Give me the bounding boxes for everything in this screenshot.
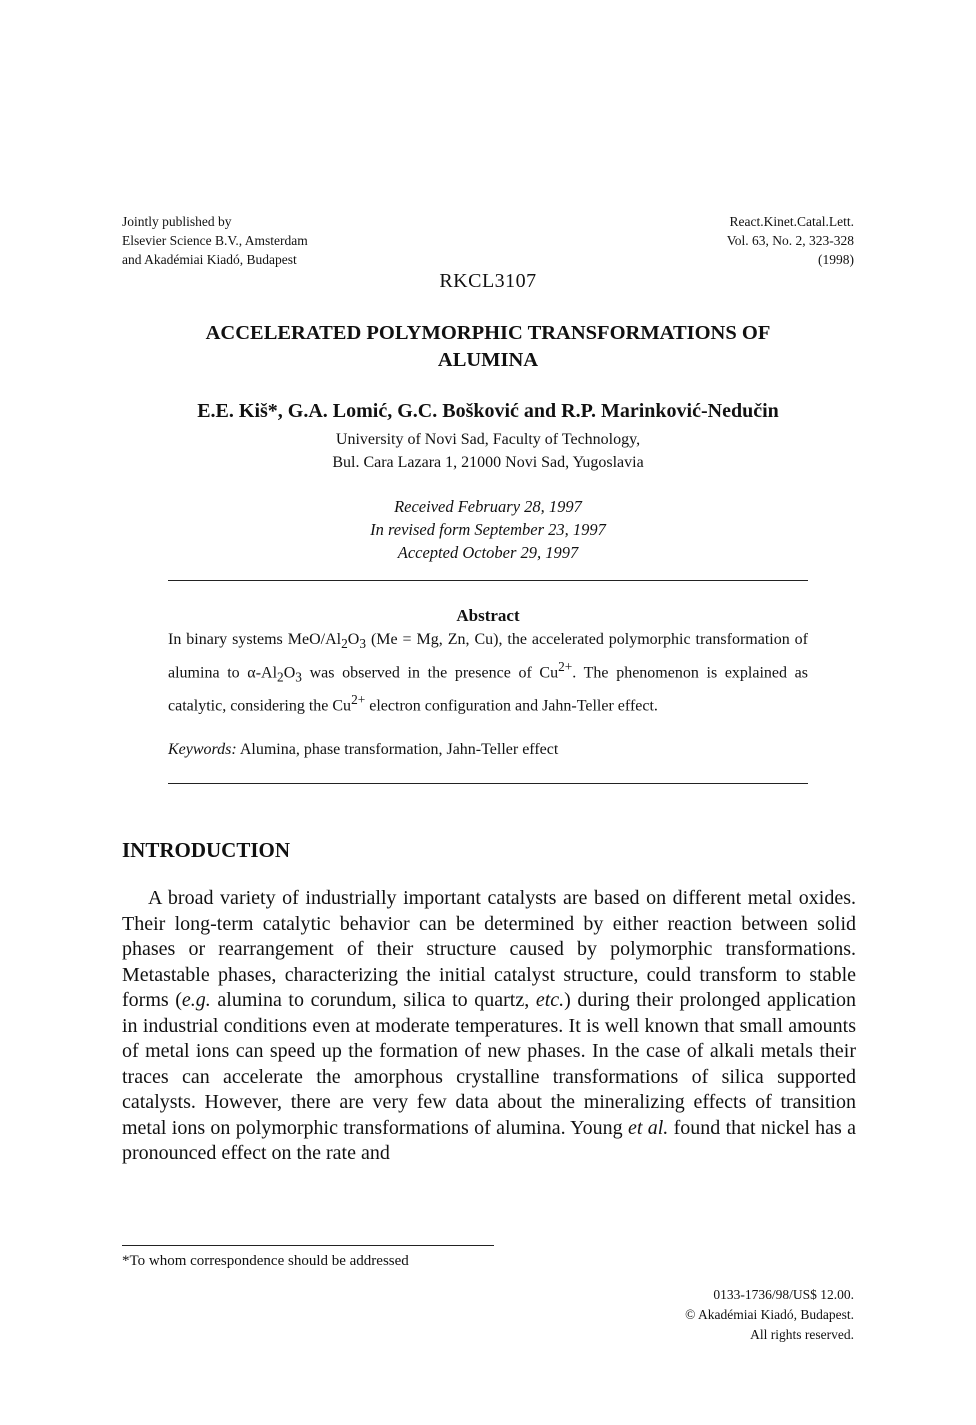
- copyright-line: © Akadémiai Kiadó, Budapest.: [685, 1307, 854, 1322]
- abstract-fragment: electron configuration and Jahn-Teller effect.: [365, 697, 658, 715]
- footnote: *To whom correspondence should be addressed: [122, 1253, 409, 1269]
- title-line: ALUMINA: [437, 349, 539, 371]
- rights-line: All rights reserved.: [750, 1327, 854, 1342]
- paper-title: [150, 320, 826, 374]
- copyright-block: [685, 1285, 854, 1345]
- footnote-rule: [122, 1245, 494, 1246]
- keywords-list: Alumina, phase transformation, Jahn-Teller effect: [236, 741, 559, 758]
- publisher-line: Elsevier Science B.V., Amsterdam: [122, 233, 308, 248]
- journal-info: [727, 212, 854, 269]
- section-heading-introduction: INTRODUCTION: [122, 838, 291, 862]
- italic-text: e.g.: [181, 989, 211, 1011]
- abstract-fragment: . The phenomenon is explained as catalytic, considering the Cu: [168, 664, 809, 715]
- journal-name: React.Kinet.Catal.Lett.: [729, 214, 854, 229]
- keywords-label: Keywords:: [168, 741, 237, 758]
- italic-text: et al.: [627, 1116, 669, 1139]
- submission-dates: [0, 495, 976, 564]
- abstract-heading: Abstract: [456, 606, 520, 625]
- abstract-text: [168, 629, 808, 718]
- authors: E.E. Kiš*, G.A. Lomić, G.C. Bošković and R.P. Marinković-Nedučin: [197, 400, 779, 422]
- publisher-line: Jointly published by: [122, 214, 232, 229]
- divider-bottom: [168, 783, 808, 784]
- journal-volume: Vol. 63, No. 2, 323-328: [726, 233, 854, 248]
- article-code: RKCL3107: [439, 270, 537, 292]
- abstract-fragment: In binary systems MeO/Al: [168, 631, 342, 648]
- divider-top: [168, 580, 808, 581]
- text-fragment: ) during their prolonged application in industrial conditions even at moderate temperatures. It is well known that small amounts of metal ions can speed up the formation of new phases. In the case of alkali metals their traces can accelerate the amorphous crystalline transformations of silica supported catalysts. However, there are very few data about the mineralizing effects of transition metal ions on polymorphic transformations of alumina. Young: [122, 989, 856, 1139]
- publisher-line: and Akadémiai Kiadó, Budapest: [122, 252, 297, 267]
- keywords: [168, 741, 558, 759]
- abstract-fragment: O: [283, 664, 296, 682]
- subscript: 2: [277, 669, 284, 685]
- revised-date: In revised form September 23, 1997: [370, 520, 606, 539]
- abstract-fragment: O: [347, 631, 360, 648]
- superscript: 2+: [558, 658, 573, 674]
- journal-year: (1998): [818, 252, 854, 267]
- affiliation-line: University of Novi Sad, Faculty of Technology,: [335, 431, 641, 448]
- publisher-info: [122, 212, 308, 269]
- text-fragment: A broad variety of industrially important catalysts are based on different metal oxides. Their long-term catalytic behavior can be determined by either reaction between solid phases or rearrangement of their structure caused by polymorphic transformations. Metastable phases, characterizing the initial catalyst structure, could transform to stable forms (: [122, 887, 856, 1011]
- text-fragment: alumina to corundum, silica to quartz,: [210, 989, 536, 1011]
- subscript: 3: [359, 636, 366, 652]
- alpha-symbol: α: [247, 664, 256, 682]
- subscript: 2: [341, 636, 348, 652]
- subscript: 3: [295, 669, 302, 685]
- paragraph: [122, 886, 856, 1167]
- affiliation: [0, 428, 976, 474]
- italic-text: etc.: [535, 989, 565, 1011]
- affiliation-line: Bul. Cara Lazara 1, 21000 Novi Sad, Yugoslavia: [332, 454, 644, 471]
- superscript: 2+: [351, 691, 366, 707]
- title-line: ACCELERATED POLYMORPHIC TRANSFORMATIONS OF: [205, 322, 771, 344]
- accepted-date: Accepted October 29, 1997: [397, 543, 579, 562]
- introduction-body: [122, 886, 856, 1167]
- abstract-fragment: was observed in the presence of Cu: [301, 664, 559, 682]
- abstract-fragment: (Me = Mg, Zn, Cu), the accelerated polymorphic transformation of alumina to: [168, 631, 808, 682]
- received-date: Received February 28, 1997: [394, 497, 582, 516]
- text-fragment: found that nickel has a pronounced effect on the rate and: [122, 1116, 856, 1164]
- issn-line: 0133-1736/98/US$ 12.00.: [713, 1287, 854, 1302]
- abstract-fragment: -Al: [255, 664, 278, 682]
